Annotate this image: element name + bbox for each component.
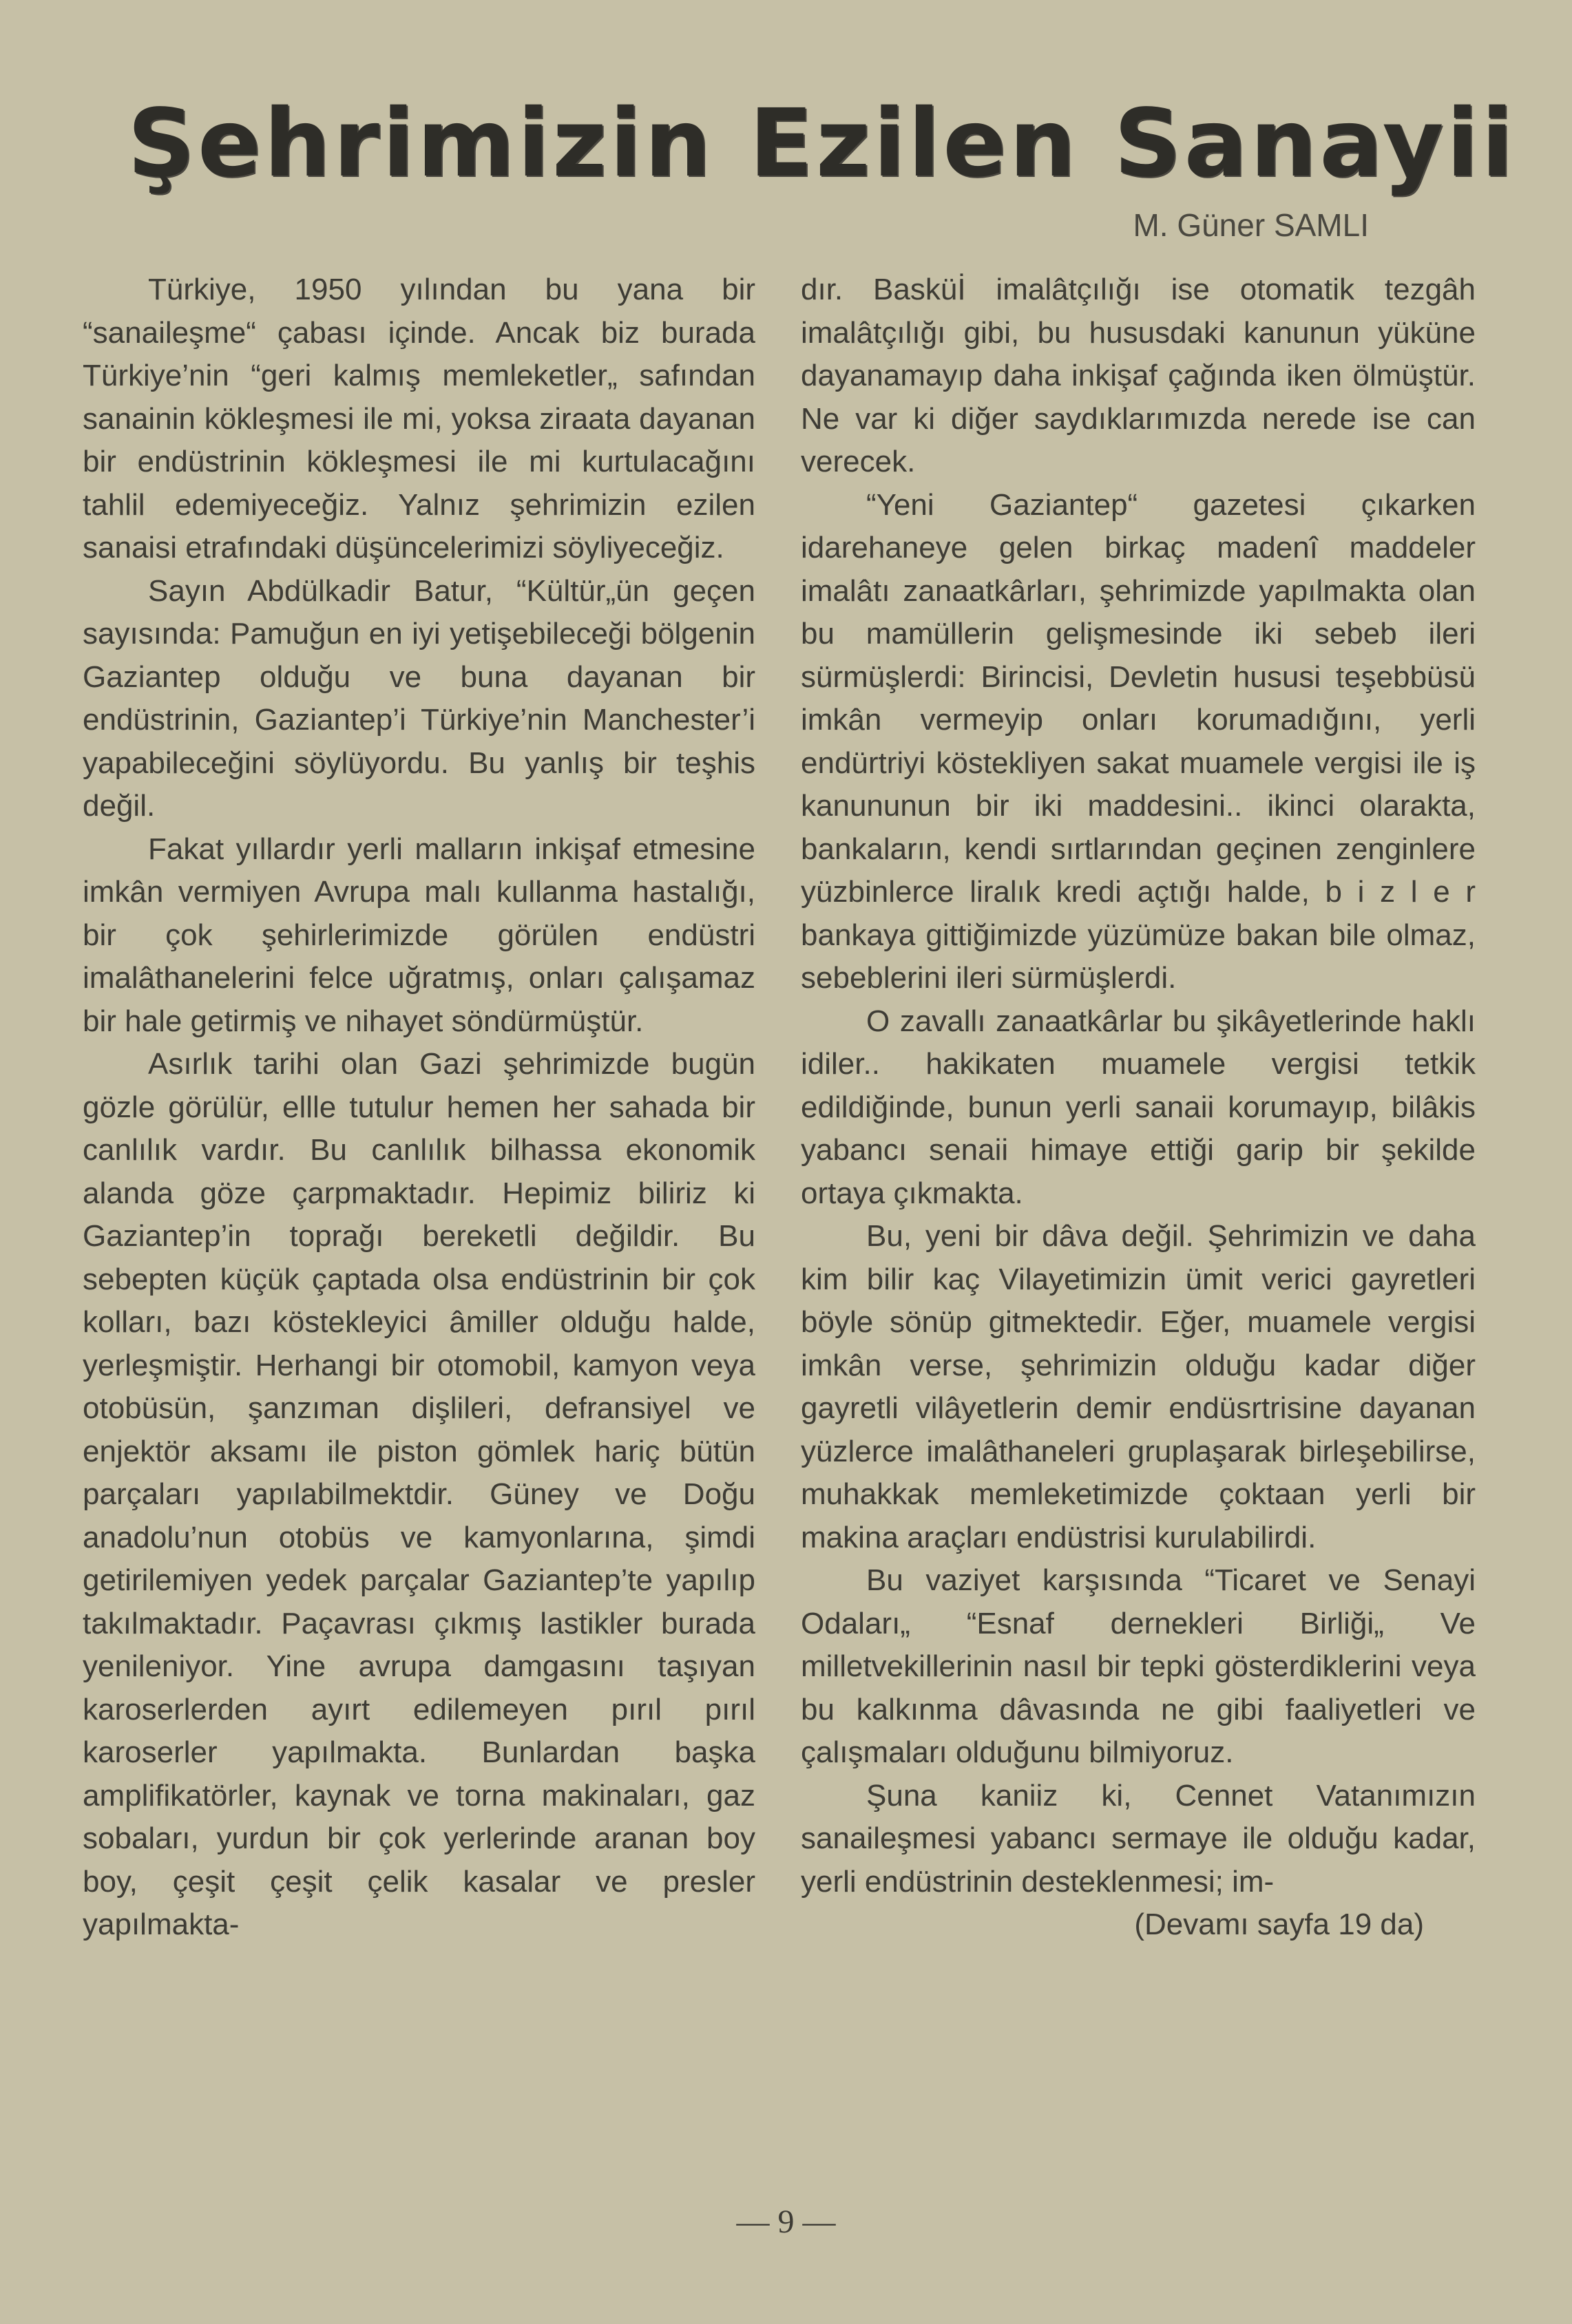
paragraph: O zavallı zanaatkârlar bu şikâyetlerinde haklı idiler.. hakikaten muamele vergisi tetkik edildiğinde, bunun yerli sanaii korumayıp, bilâkis yabancı senaii himaye ettiği garip bir şekilde ortaya çıkmakta. <box>801 1004 1476 1210</box>
left-column <box>83 268 755 1947</box>
paragraph: Fakat yıllardır yerli malların inkişaf etmesine imkân vermiyen Avrupa malı kullanma hastalığı, bir çok şehirlerimizde görülen endüstri imalâthanelerini felce uğratmış, onları çalışamaz bir hale getirmiş ve nihayet söndürmüştür. <box>83 832 755 1038</box>
paragraph: Bu vaziyet karşısında “Ticaret ve Senayi Odaları„ “Esnaf dernekleri Birliği„ Ve milletvekillerinin nasıl bir tepki gösterdiklerini veya bu kalkınma dâvasında ne gibi faaliyetleri ve çalışmaları olduğunu bilmiyoruz. <box>801 1563 1476 1769</box>
article-title: Şehrimizin Ezilen Sanayii <box>127 89 1516 198</box>
paragraph: Şuna kaniiz ki, Cennet Vatanımızın sanaileşmesi yabancı sermaye ile olduğu kadar, yerli endüstrinin desteklenmesi; im- <box>801 1778 1476 1899</box>
paragraph: Türkiye, 1950 yılından bu yana bir “sanaileşme“ çabası içinde. Ancak biz burada Türkiye’nin “geri kalmış memleketler„ safından sanainin kökleşmesi ile mi, yoksa ziraata dayanan bir endüstrinin kökleşmesi ile mi kurtulacağını tahlil edemiyeceğiz. Yalnız şehrimizin ezilen sanaisi etrafındaki düşüncelerimizi söyliyeceğiz. <box>83 273 755 564</box>
paragraph: Sayın Abdülkadir Batur, “Kültür„ün geçen sayısında: Pamuğun en iyi yetişebileceği bölgenin Gaziantep olduğu ve buna dayanan bir endüstrinin, Gaziantep’i Türkiye’nin Manchester’i yapabileceğini söylüyordu. Bu yanlış bir teşhis değil. <box>83 573 755 823</box>
right-column <box>801 268 1476 1947</box>
paragraph: dır. Basküİ imalâtçılığı ise otomatik tezgâh imalâtçılığı gibi, bu hususdaki kanunun yüküne dayanamayıp daha inkişaf çağında iken ölmüştür. Ne var ki diğer saydıklarımızda nerede ise can verecek. <box>801 273 1476 478</box>
continued-note: (Devamı sayfa 19 da) <box>1134 1908 1424 1941</box>
author-byline: M. Güner SAMLI <box>1133 207 1369 243</box>
paragraph: Asırlık tarihi olan Gazi şehrimizde bugün gözle görülür, ellle tutulur hemen her sahada bir canlılık vardır. Bu canlılık bilhassa ekonomik alanda göze çarpmaktadır. Hepimiz biliriz ki Gaziantep’in toprağı bereketli değildir. Bu sebepten küçük çaptada olsa endüstrinin bir çok kolları, bazı köstekleyici âmiller olduğu halde, yerleşmiştir. Herhangi bir otomobil, kamyon veya otobüsün, şanzıman dişlileri, defransiyel ve enjektör aksamı ile piston gömlek hariç bütün parçaları yapılabilmektdir. Güney ve Doğu anadolu’nun otobüs ve kamyonlarına, şimdi getirilemiyen yedek parçalar Gaziantep’te yapılıp takılmaktadır. Paçavrası çıkmış lastikler burada yenileniyor. Yine avrupa damgasını taşıyan karoserlerden ayırt edilemeyen pırıl pırıl karoserler yapılmakta. Bunlardan başka amplifikatörler, kaynak ve torna makinaları, gaz sobaları, yurdun bir çok yerlerinde aranan boy boy, çeşit çeşit çelik kasalar ve presler yapılmakta- <box>83 1047 755 1941</box>
page-number: — 9 — <box>736 2204 836 2240</box>
paragraph: “Yeni Gaziantep“ gazetesi çıkarken idarehaneye gelen birkaç madenî maddeler imalâtı zanaatkârları, şehrimizde yapılmakta olan bu mamüllerin gelişmesinde iki sebeb ileri sürmüşlerdi: Birincisi, Devletin hususi teşebbüsü imkân vermeyip onları korumadığını, yerli endürtriyi köstekliyen sakat muamele vergisi ile iş kanununun bir iki maddesini.. ikinci olarakta, bankaların, kendi sırtlarından geçinen zenginlere yüzbinlerce liralık kredi açtığı halde, b i z l e r bankaya gittiğimizde yüzümüze bakan bile olmaz, sebeblerini ileri sürmüşlerdi. <box>801 487 1476 995</box>
paragraph: Bu, yeni bir dâva değil. Şehrimizin ve daha kim bilir kaç Vilayetimizin ümit verici gayretleri böyle sönüp gitmektedir. Eğer, muamele vergisi imkân verse, şehrimizin olduğu kadar diğer gayretli vilâyetlerin demir endüsrtrisine dayanan yüzlerce imalâthaneleri gruplaşarak birleşebilirse, muhakkak memleketimizde çoktaan yerli bir makina araçları endüstrisi kurulabilirdi. <box>801 1219 1476 1554</box>
